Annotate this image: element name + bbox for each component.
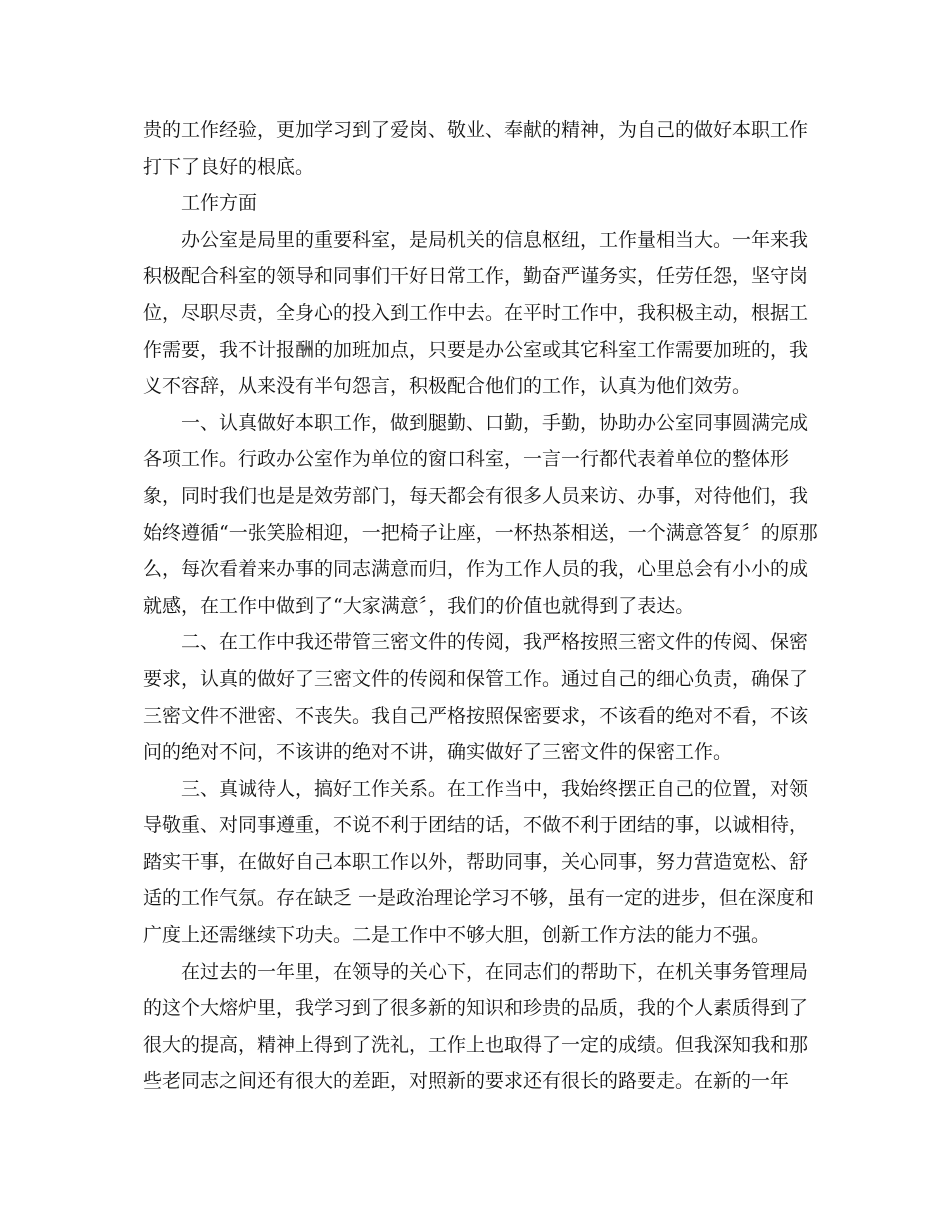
text-line: 一、认真做好本职工作，做到腿勤、口勤，手勤，协助办公室同事圆满完成 — [181, 411, 809, 434]
text-line: 三密文件不泄密、不丧失。我自己严格按照保密要求，不该看的绝对不看，不该 — [143, 704, 809, 727]
text-line: 就感，在工作中做到了“大家满意〞，我们的价值也就得到了表达。 — [143, 594, 695, 617]
text-line: 各项工作。行政办公室作为单位的窗口科室，一言一行都代表着单位的整体形 — [143, 448, 790, 471]
text-line: 三、真诚待人，搞好工作关系。在工作当中，我始终摆正自己的位置，对领 — [181, 777, 809, 800]
paragraph-item-one — [143, 405, 818, 625]
text-line: 导敬重、对同事遵重，不说不利于团结的话，不做不利于团结的事，以诚相待， — [143, 814, 809, 837]
paragraph-item-three — [143, 771, 815, 954]
text-line: 踏实干事，在做好自己本职工作以外，帮助同事，关心同事，努力营造宽松、舒 — [143, 850, 809, 873]
text-line: 很大的提高，精神上得到了洗礼，工作上也取得了一定的成绩。但我深知我和那 — [143, 1033, 809, 1056]
text-line: 作需要，我不计报酬的加班加点，只要是办公室或其它科室工作需要加班的，我 — [143, 338, 809, 361]
section-heading — [143, 185, 808, 222]
text-line: 义不容辞，从来没有半句怨言，积极配合他们的工作，认真为他们效劳。 — [143, 375, 752, 398]
text-line: 二、在工作中我还带管三密文件的传阅，我严格按照三密文件的传阅、保密 — [181, 631, 809, 654]
text-line: 广度上还需继续下功夫。二是工作中不够大胆，创新工作方法的能力不强。 — [143, 924, 771, 947]
paragraph-item-two — [143, 624, 808, 770]
text-line: 么，每次看着来办事的同志满意而归，作为工作人员的我，心里总会有小小的成 — [143, 558, 809, 581]
heading-line: 工作方面 — [181, 192, 258, 215]
text-line: 位，尽职尽责，全身心的投入到工作中去。在平时工作中，我积极主动，根据工 — [143, 301, 809, 324]
text-line: 问的绝对不问，不该讲的绝对不讲，确实做好了三密文件的保密工作。 — [143, 741, 733, 764]
text-line: 贵的工作经验，更加学习到了爱岗、敬业、奉献的精神，为自己的做好本职工作 — [143, 119, 809, 141]
paragraph-continuation — [143, 112, 808, 185]
text-line: 象，同时我们也是是效劳部门，每天都会有很多人员来访、办事，对待他们，我 — [143, 484, 809, 507]
paragraph-year-summary — [143, 954, 808, 1100]
text-line: 适的工作气氛。存在缺乏 一是政治理论学习不够，虽有一定的进步，但在深度和 — [143, 887, 815, 910]
document-body — [143, 112, 818, 1100]
text-line: 在过去的一年里，在领导的关心下，在同志们的帮助下，在机关事务管理局 — [181, 960, 809, 983]
text-line: 的这个大熔炉里，我学习到了很多新的知识和珍贵的品质，我的个人素质得到了 — [143, 997, 809, 1020]
text-line: 打下了良好的根底。 — [143, 155, 315, 178]
text-line: 积极配合科室的领导和同事们干好日常工作，勤奋严谨务实，任劳任怨，坚守岗 — [143, 265, 809, 288]
text-line: 些老同志之间还有很大的差距，对照新的要求还有很长的路要走。在新的一年 — [143, 1070, 790, 1093]
text-line: 始终遵循“一张笑脸相迎，一把椅子让座，一杯热茶相送，一个满意答复〞的原那 — [143, 521, 818, 544]
text-line: 办公室是局里的重要科室，是局机关的信息枢纽，工作量相当大。一年来我 — [181, 228, 809, 251]
text-line: 要求，认真的做好了三密文件的传阅和保管工作。通过自己的细心负责，确保了 — [143, 667, 809, 690]
paragraph-office-overview — [143, 222, 808, 405]
